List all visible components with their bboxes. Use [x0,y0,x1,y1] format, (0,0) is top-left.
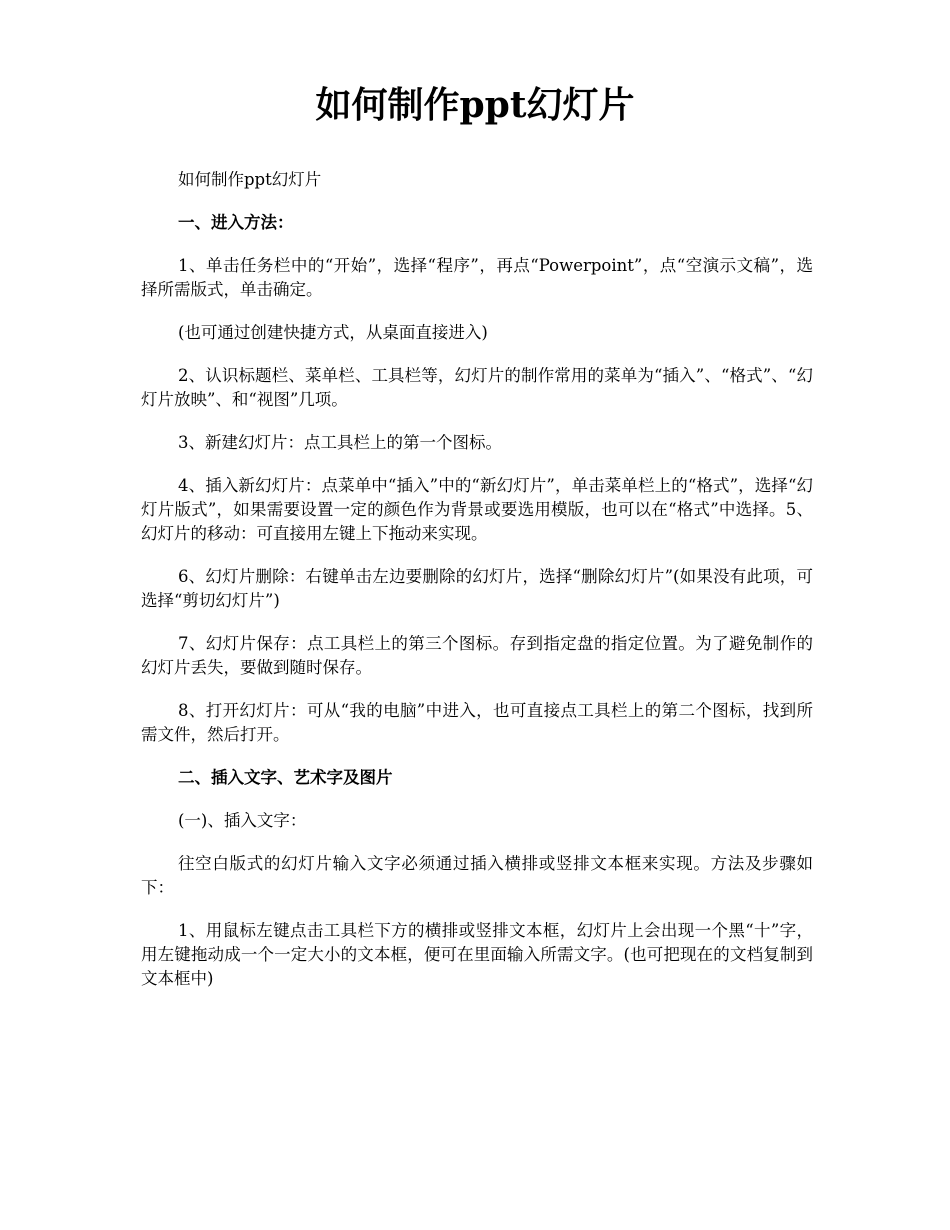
paragraph-step-7: 7、幻灯片保存：点工具栏上的第三个图标。存到指定盘的指定位置。为了避免制作的幻灯片丢失，要做到随时保存。 [141,634,813,677]
paragraph-shortcut-note: (也可通过创建快捷方式，从桌面直接进入) [178,323,488,342]
page-title: 如何制作ppt幻灯片 [315,84,635,126]
paragraph-step-1: 1、单击任务栏中的“开始”，选择“程序”，再点“Powerpoint”，点“空演示文稿”，选择所需版式，单击确定。 [141,256,813,299]
paragraph-step-6: 6、幻灯片删除：右键单击左边要删除的幻灯片，选择“删除幻灯片”(如果没有此项，可选择“剪切幻灯片”) [141,567,813,610]
paragraph-intro: 如何制作ppt幻灯片 [178,170,322,189]
paragraph-textbox-intro: 往空白版式的幻灯片输入文字必须通过插入横排或竖排文本框来实现。方法及步骤如下： [141,854,813,897]
section-heading-entry-method: 一、进入方法： [178,213,294,232]
paragraph-step-4-5: 4、插入新幻灯片：点菜单中“插入”中的“新幻灯片”，单击菜单栏上的“格式”，选择“幻灯片版式”，如果需要设置一定的颜色作为背景或要选用模版，也可以在“格式”中选择。5、幻灯片的移动：可直接用左键上下拖动来实现。 [141,476,813,543]
paragraph-step-3: 3、新建幻灯片：点工具栏上的第一个图标。 [178,433,502,452]
document-body [141,168,813,1010]
subsection-heading-insert-text: (一)、插入文字： [178,811,307,830]
paragraph-step-8: 8、打开幻灯片：可从“我的电脑”中进入，也可直接点工具栏上的第二个图标，找到所需文件，然后打开。 [141,701,813,744]
paragraph-textbox-step-1: 1、用鼠标左键点击工具栏下方的横排或竖排文本框，幻灯片上会出现一个黑“十”字，用左键拖动成一个一定大小的文本框，便可在里面输入所需文字。(也可把现在的文档复制到文本框中) [141,921,813,988]
paragraph-step-2: 2、认识标题栏、菜单栏、工具栏等，幻灯片的制作常用的菜单为“插入”、“格式”、“幻灯片放映”、和“视图”几项。 [141,366,813,409]
section-heading-insert-text: 二、插入文字、艺术字及图片 [178,768,393,787]
